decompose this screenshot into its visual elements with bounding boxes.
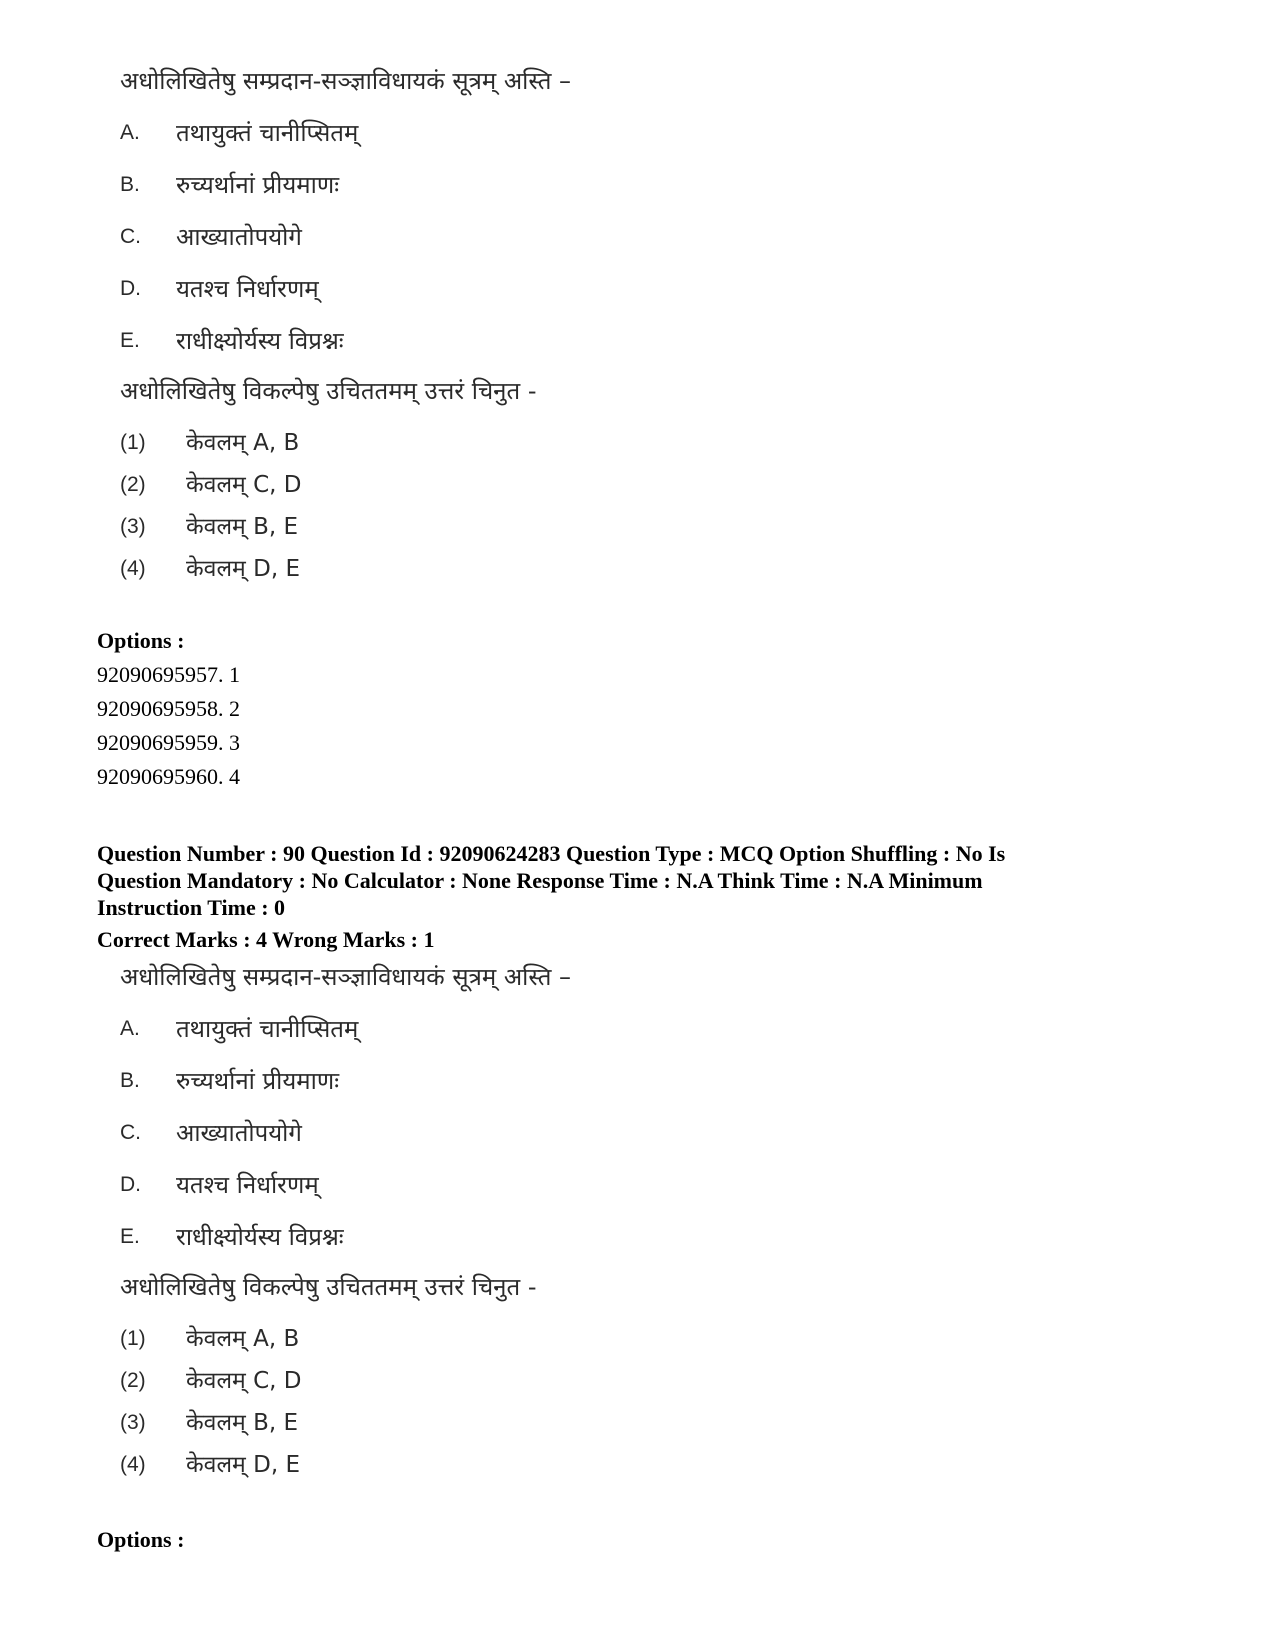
question-89-body (120, 66, 1220, 606)
choice-text: केवलम् D, E (186, 1452, 300, 1478)
option-id-line: 92090695958. 2 (97, 696, 240, 721)
choice-label: (1) (120, 431, 146, 454)
choice-label: (4) (120, 1453, 146, 1476)
question-stem: अधोलिखितेषु सम्प्रदान-सञ्ज्ञाविधायकं सूत्रम् अस्ति – (120, 963, 572, 991)
options-heading: Options : (97, 628, 185, 653)
statement-text: तथायुक्तं चानीप्सितम् (176, 1015, 359, 1043)
choice-text: केवलम् A, B (186, 1326, 300, 1352)
choice-label: (4) (120, 557, 146, 580)
statement-label: A. (120, 121, 140, 144)
choice-label: (2) (120, 1369, 146, 1392)
question-meta-line: Question Number : 90 Question Id : 92090624283 Question Type : MCQ Option Shuffling : No Is (97, 841, 1006, 866)
statement-label: C. (120, 1121, 141, 1144)
choice-label: (3) (120, 1411, 146, 1434)
choice-text: केवलम् C, D (186, 472, 302, 498)
question-stem: अधोलिखितेषु सम्प्रदान-सञ्ज्ञाविधायकं सूत्रम् अस्ति – (120, 67, 572, 95)
choice-label: (2) (120, 473, 146, 496)
statement-label: C. (120, 225, 141, 248)
statement-text: यतश्च निर्धारणम् (176, 1171, 319, 1199)
question-meta (97, 840, 1207, 921)
statement-label: E. (120, 329, 140, 352)
options-heading: Options : (97, 1527, 185, 1552)
option-id-line: 92090695960. 4 (97, 764, 240, 789)
choice-text: केवलम् B, E (186, 514, 299, 540)
statement-label: D. (120, 1173, 141, 1196)
question-90-body (120, 962, 1220, 1502)
statement-label: E. (120, 1225, 140, 1248)
statement-text: राधीक्ष्योर्यस्य विप्रश्नः (176, 327, 344, 355)
question-meta-line: Instruction Time : 0 (97, 895, 286, 920)
question-marks: Correct Marks : 4 Wrong Marks : 1 (97, 927, 435, 952)
choice-text: केवलम् A, B (186, 430, 300, 456)
choice-label: (1) (120, 1327, 146, 1350)
statement-label: D. (120, 277, 141, 300)
choice-label: (3) (120, 515, 146, 538)
statement-text: आख्यातोपयोगे (176, 223, 302, 251)
choice-text: केवलम् B, E (186, 1410, 299, 1436)
statement-text: तथायुक्तं चानीप्सितम् (176, 119, 359, 147)
question-instruction: अधोलिखितेषु विकल्पेषु उचिततमम् उत्तरं चिनुत - (120, 1273, 537, 1301)
statement-label: B. (120, 1069, 140, 1092)
statement-text: यतश्च निर्धारणम् (176, 275, 319, 303)
statement-label: B. (120, 173, 140, 196)
option-id-line: 92090695959. 3 (97, 730, 240, 755)
question-meta-line: Question Mandatory : No Calculator : None Response Time : N.A Think Time : N.A Minimum (97, 868, 983, 893)
statement-text: रुच्यर्थानां प्रीयमाणः (176, 171, 340, 199)
choice-text: केवलम् C, D (186, 1368, 302, 1394)
statement-text: राधीक्ष्योर्यस्य विप्रश्नः (176, 1223, 344, 1251)
choice-text: केवलम् D, E (186, 556, 300, 582)
statement-label: A. (120, 1017, 140, 1040)
question-instruction: अधोलिखितेषु विकल्पेषु उचिततमम् उत्तरं चिनुत - (120, 377, 537, 405)
statement-text: आख्यातोपयोगे (176, 1119, 302, 1147)
option-id-line: 92090695957. 1 (97, 662, 240, 687)
statement-text: रुच्यर्थानां प्रीयमाणः (176, 1067, 340, 1095)
